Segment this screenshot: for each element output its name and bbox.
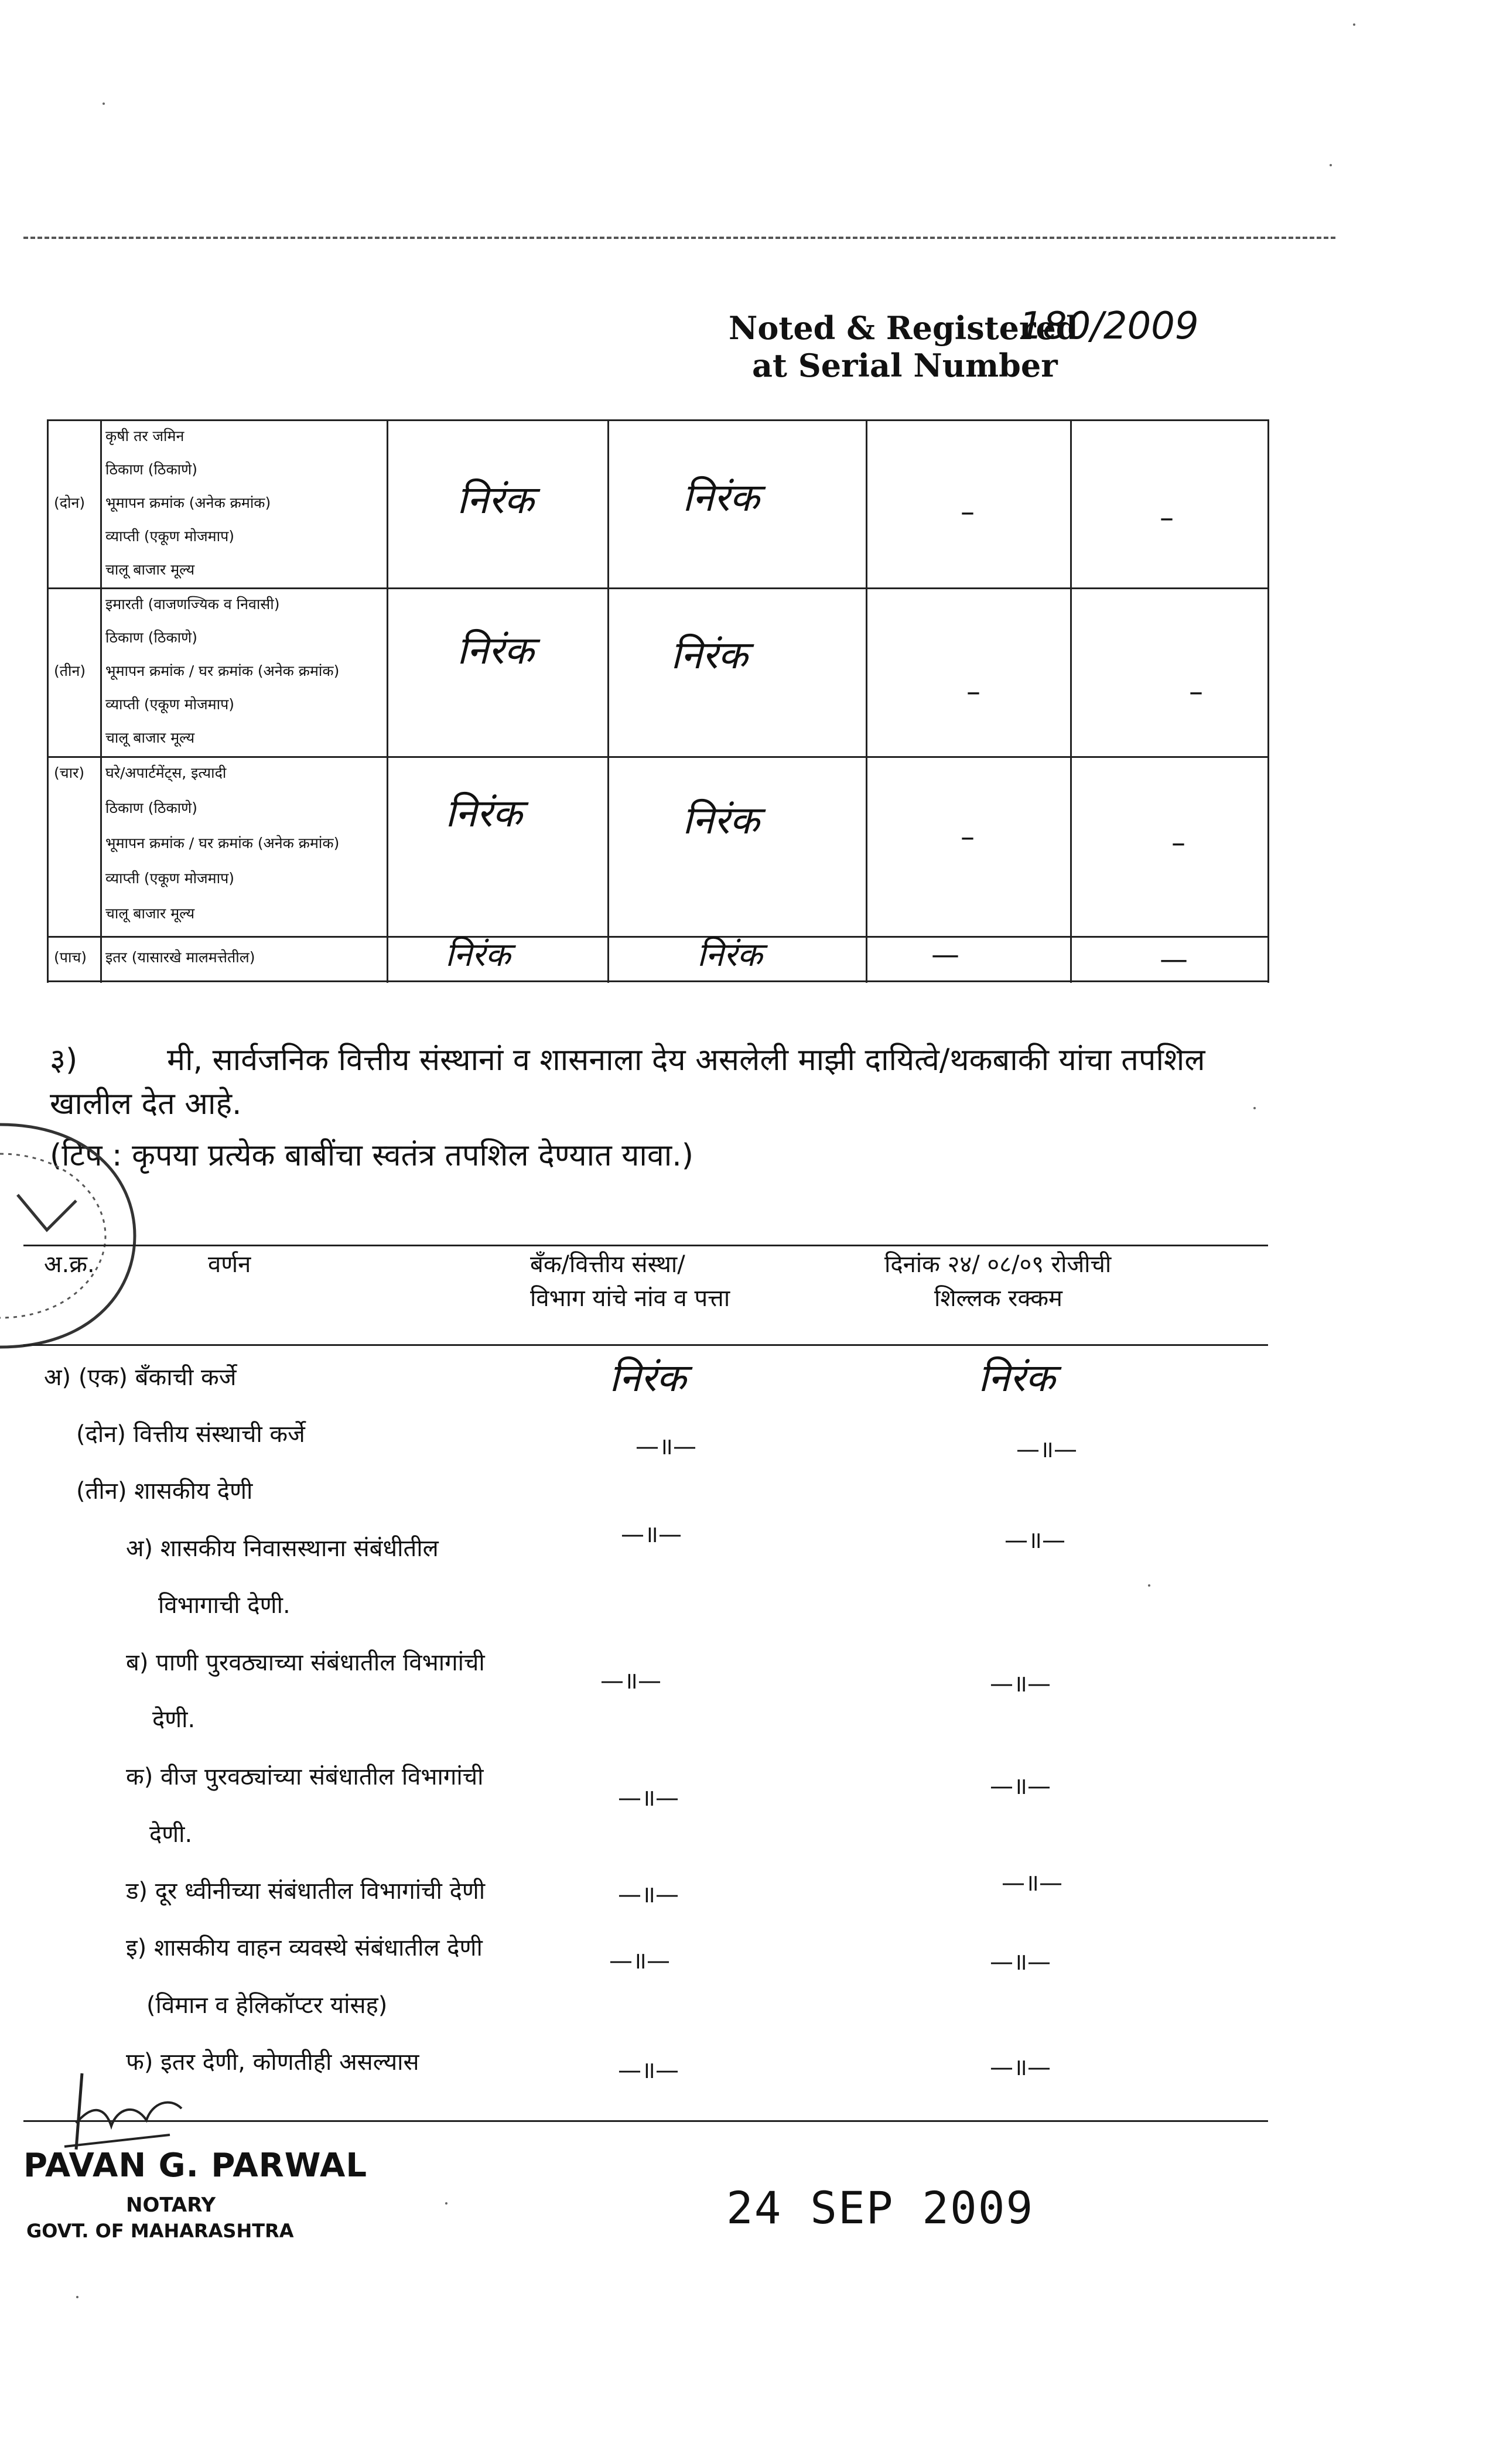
asset-row-line: ठिकाण (ठिकाणे) [105,461,197,478]
section3-note: (टिप : कृपया प्रत्येक बाबींचा स्वतंत्र तपशिल देण्यात यावा.) [50,1138,694,1173]
asset-row-line: ठिकाण (ठिकाणे) [105,629,197,646]
liability-value-ditto: —॥— [990,1773,1051,1800]
asset-value-dash: – [1160,501,1174,534]
date-stamp: 24 SEP 2009 [726,2182,1034,2234]
liability-value-ditto: —॥— [609,1947,670,1974]
liability-value-ditto: —॥— [990,1949,1051,1976]
scan-speck [1253,1107,1256,1109]
scan-speck [1353,23,1355,26]
liabilities-header-bottom-rule [23,1344,1268,1346]
asset-value-nil: निरंक [445,936,511,974]
asset-row-agricultural-land [47,419,1269,587]
serial-number-label: at Serial Number [752,347,1058,384]
asset-row-line: चालू बाजार मूल्य [105,905,195,922]
section3-number: ३) [50,1043,78,1078]
asset-value-nil: निरंक [697,936,763,974]
liability-label: (विमान व हेलिकॉप्टर यांसह) [146,1992,388,2019]
asset-value-nil: निरंक [445,791,522,836]
noted-registered-label: Noted & Registered [729,309,1078,347]
liability-value-ditto: —॥— [990,2054,1051,2081]
asset-row-line: इमारती (वाजणज्यिक व निवासी) [105,596,280,613]
liabilities-header-balance: शिल्लक रक्कम [934,1285,1062,1312]
asset-table [47,419,1269,983]
asset-row-line: चालू बाजार मूल्य [105,729,195,746]
asset-row-line: ठिकाण (ठिकाणे) [105,799,197,816]
liabilities-header-serial: अ.क्र. [44,1251,95,1278]
notary-govt: GOVT. OF MAHARASHTRA [26,2220,294,2242]
asset-row-line: घरे/अपार्टमेंट्स, इत्यादी [105,764,227,781]
asset-row-line: कृषी तर जमिन [105,428,184,445]
liabilities-header-description: वर्णन [208,1251,251,1278]
liability-label: विभागाची देणी. [158,1592,291,1619]
asset-row-number: (तीन) [54,662,86,679]
liability-label: देणी. [152,1706,196,1733]
liability-label: इ) शासकीय वाहन व्यवस्थे संबंधातील देणी [126,1935,483,1961]
asset-value-nil: निरंक [457,628,534,673]
section3-line1: मी, सार्वजनिक वित्तीय संस्थानां व शासनाला देय असलेली माझी दायित्वे/थकबाकी यांचा तपशिल [167,1043,1205,1078]
liability-row-govt-vehicle [126,1934,483,1962]
section3-line2: खालील देत आहे. [50,1086,242,1122]
liability-row-govt-residence-cont [158,1591,291,1619]
notary-signature-mark [53,2067,193,2155]
asset-value-dash: – [961,495,975,528]
liability-label: (दोन) वित्तीय संस्थाची कर्जे [76,1421,305,1448]
liability-row-electricity-cont [149,1820,192,1848]
liability-value-nil: निरंक [609,1355,686,1400]
asset-row-line: इतर (यासारखे मालमत्तेतील) [105,949,255,966]
asset-value-dash: – [966,675,980,708]
notary-name: PAVAN G. PARWAL [23,2147,368,2185]
liability-row-water-supply [126,1649,485,1677]
asset-row-buildings [47,587,1269,756]
asset-row-number: (चार) [54,764,85,781]
asset-row-line: भूमापन क्रमांक (अनेक क्रमांक) [105,494,271,511]
liability-row-electricity [126,1763,484,1791]
liability-value-ditto: —॥— [621,1521,682,1548]
serial-number-value: 180/2009 [1019,305,1199,348]
liability-row-water-supply-cont [152,1706,195,1734]
notary-title: NOTARY [126,2193,216,2217]
asset-value-dash: – [961,821,975,853]
liability-label: ब) पाणी पुरवठ्याच्या संबंधातील विभागांची [126,1649,485,1676]
liability-row-govt-residence [126,1535,439,1563]
liability-value-ditto: —॥— [618,1785,679,1812]
liabilities-header-date: दिनांक २४/ ०८/०९ रोजीची [884,1251,1112,1278]
liabilities-header-top-rule [23,1245,1268,1246]
liability-label: फ) इतर देणी, कोणतीही असल्यास [126,2049,419,2076]
asset-value-dash: – [1189,675,1203,708]
liability-row-govt-vehicle-cont [146,1991,387,2019]
liability-label: अ) (एक) बँकाची कर्जे [44,1364,237,1391]
scan-speck [102,102,105,105]
asset-row-line: भूमापन क्रमांक / घर क्रमांक (अनेक क्रमांक) [105,662,340,679]
liability-value-ditto: —॥— [618,1881,679,1908]
asset-row-line: भूमापन क्रमांक / घर क्रमांक (अनेक क्रमांक) [105,835,340,852]
asset-value-dash: – [1171,826,1185,859]
liability-value-ditto: —॥— [1004,1527,1065,1554]
liabilities-bottom-rule [23,2120,1268,2122]
liability-value-ditto: —॥— [635,1433,696,1460]
liability-value-ditto: —॥— [1016,1436,1077,1463]
liability-label: अ) शासकीय निवासस्थाना संबंधीतील [126,1535,439,1562]
liability-value-ditto: —॥— [600,1667,661,1694]
liabilities-header-bank: बँक/वित्तीय संस्था/ [530,1251,685,1278]
liability-row-telephone [126,1877,485,1905]
asset-row-line: व्याप्ती (एकूण मोजमाप) [105,696,235,713]
asset-value-nil: निरंक [671,633,748,678]
asset-row-number: (पाच) [54,949,87,966]
liability-label: देणी. [149,1821,193,1848]
liability-label: क) वीज पुरवठ्यांच्या संबंधातील विभागांची [126,1764,484,1790]
asset-row-houses-apartments [47,756,1269,936]
asset-value-dash: — [1160,943,1188,976]
scan-speck [445,2202,447,2205]
scan-dashed-line [23,237,1335,239]
asset-row-other [47,936,1269,980]
asset-row-line: चालू बाजार मूल्य [105,561,195,578]
notary-seal-stamp [0,1113,152,1359]
liability-row-bank-loans [44,1363,236,1392]
liability-label: ड) दूर ध्वीनीच्या संबंधातील विभागांची देणी [126,1878,486,1905]
liability-value-ditto: —॥— [990,1670,1051,1697]
liability-value-nil: निरंक [978,1355,1055,1400]
asset-row-line: व्याप्ती (एकूण मोजमाप) [105,870,235,887]
scan-speck [1148,1584,1150,1587]
asset-value-dash: — [931,938,959,971]
liability-row-financial-institution-loans [76,1420,305,1448]
asset-value-nil: निरंक [457,477,534,522]
asset-row-number: (दोन) [54,494,86,511]
scan-speck [1330,164,1332,166]
liability-label: (तीन) शासकीय देणी [76,1478,253,1505]
asset-value-nil: निरंक [682,475,760,520]
liability-row-government-dues [76,1477,252,1505]
liability-value-ditto: —॥— [1002,1870,1062,1896]
asset-value-nil: निरंक [682,798,760,843]
scan-speck [76,2296,78,2298]
liabilities-header-bank-address: विभाग यांचे नांव व पत्ता [530,1285,730,1312]
asset-row-line: व्याप्ती (एकूण मोजमाप) [105,528,235,545]
liability-value-ditto: —॥— [618,2057,679,2084]
